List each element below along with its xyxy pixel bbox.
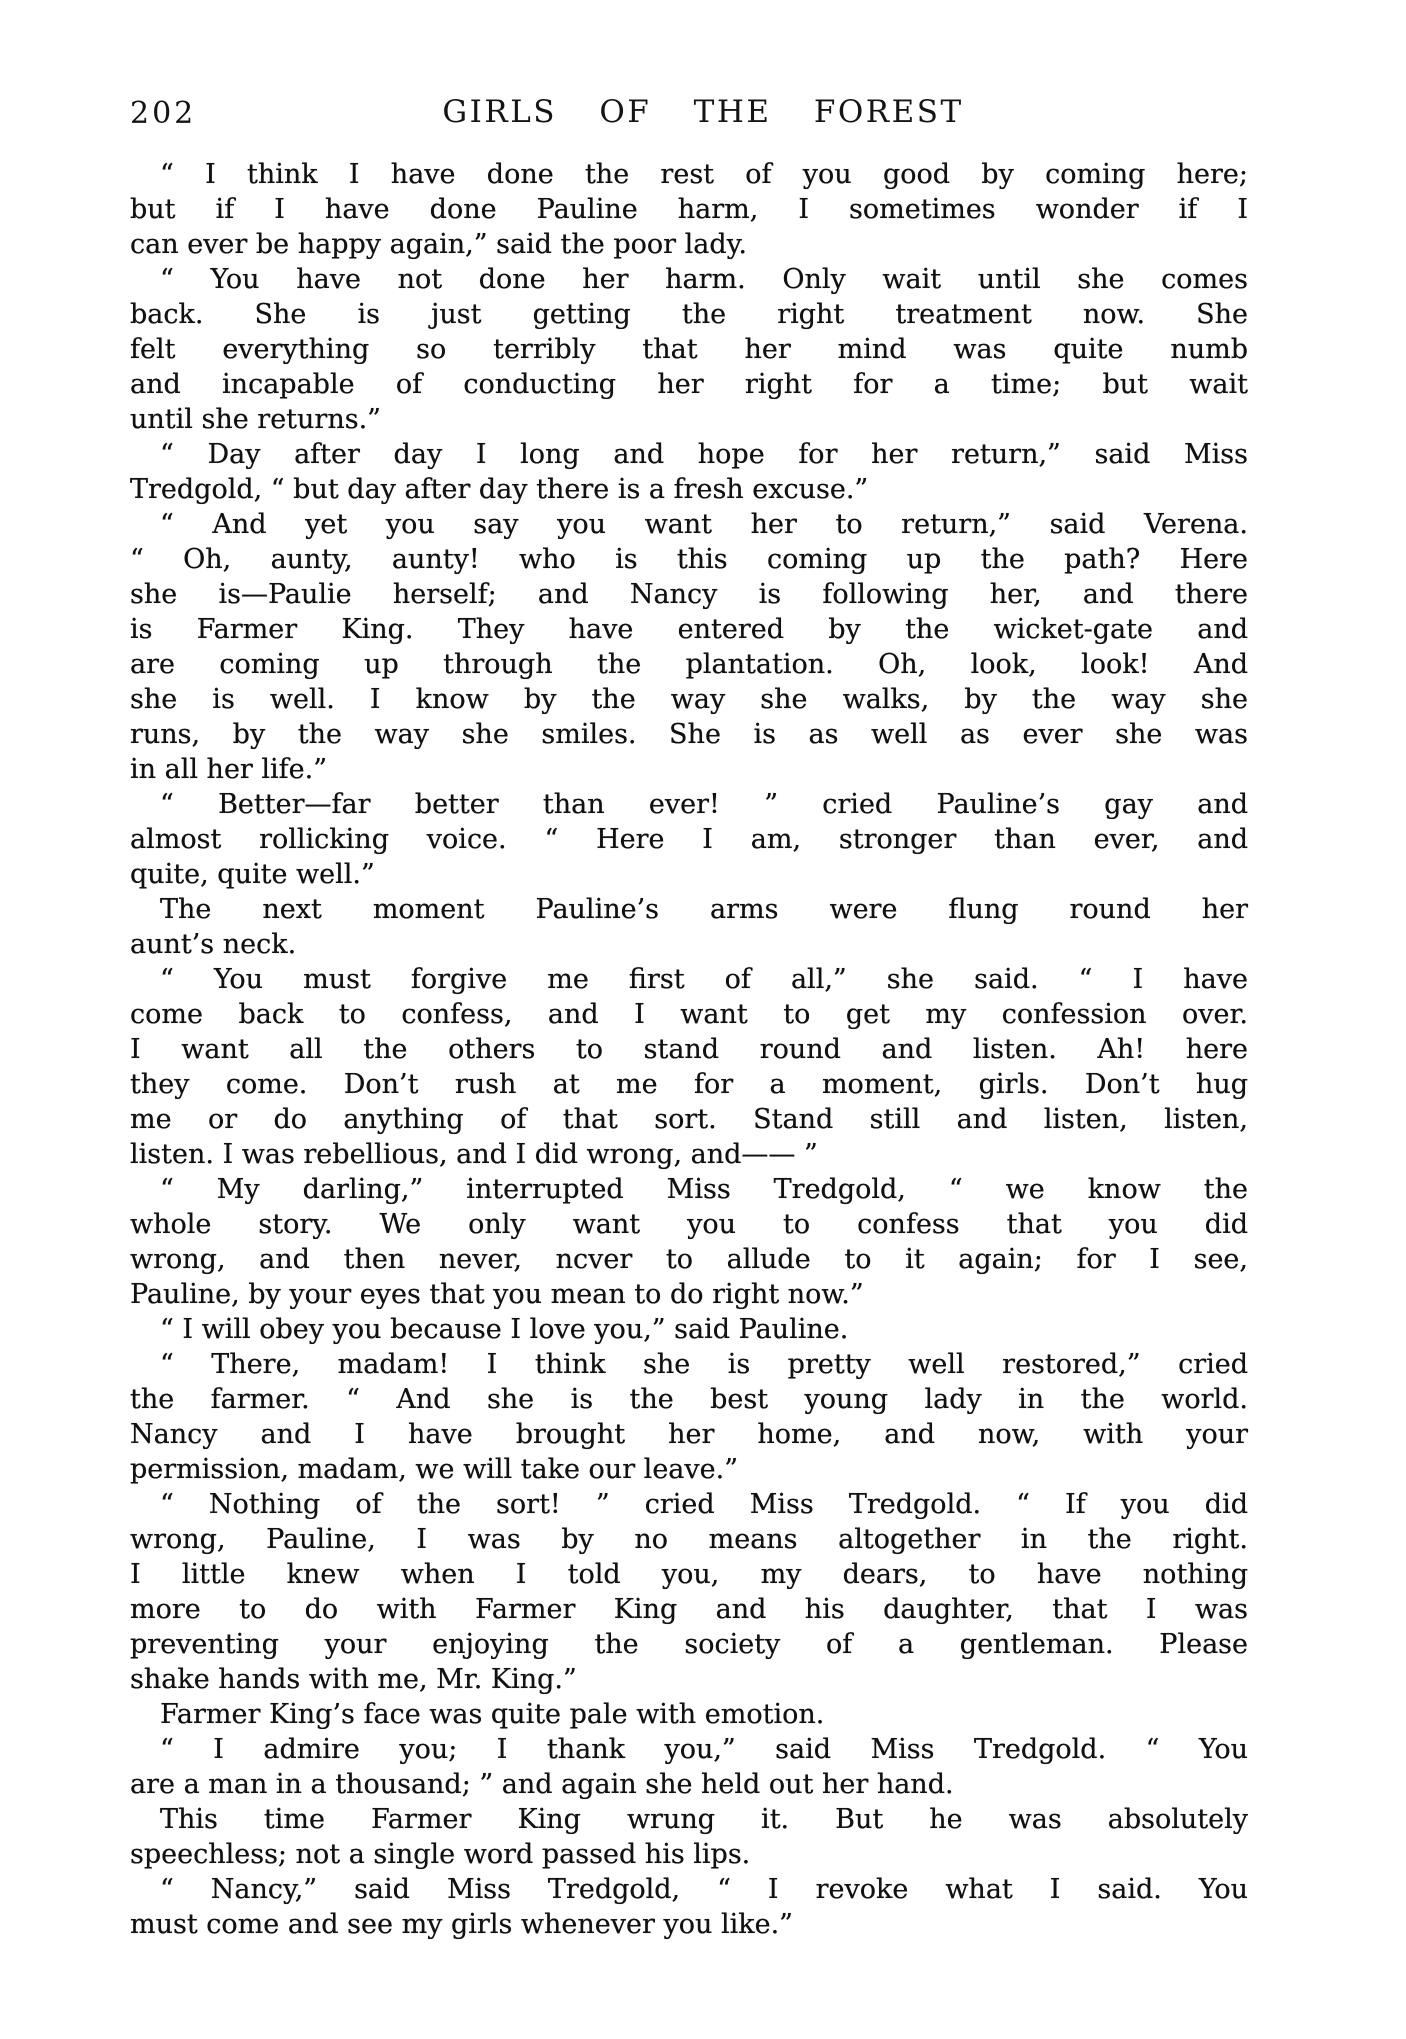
text-line: The next moment Pauline’s arms were flung round her [160, 894, 1248, 925]
text-line: is Farmer King. They have entered by the wicket-gate and [130, 614, 1248, 645]
text-line: “ I will obey you because I love you,” said Pauline. [160, 1314, 849, 1345]
text-line: they come. Don’t rush at me for a moment, girls. Don’t hug [130, 1069, 1248, 1100]
text-line: aunt’s neck. [130, 929, 297, 960]
text-line: quite, quite well.” [130, 859, 375, 890]
text-line: “ Nancy,” said Miss Tredgold, “ I revoke what I said. You [160, 1874, 1248, 1905]
text-line: “ My darling,” interrupted Miss Tredgold, “ we know the [160, 1174, 1248, 1205]
text-line: “ And yet you say you want her to return,” said Verena. [160, 509, 1248, 540]
text-line: back. She is just getting the right treatment now. She [130, 299, 1248, 330]
page-number: 202 [130, 96, 197, 131]
text-line: she is well. I know by the way she walks, by the way she [130, 684, 1248, 715]
text-line: “ You must forgive me first of all,” she said. “ I have [160, 964, 1248, 995]
text-line: “ I think I have done the rest of you good by coming here; [160, 159, 1248, 190]
text-line: come back to confess, and I want to get my confession over. [130, 999, 1248, 1030]
text-line: the farmer. “ And she is the best young lady in the world. [130, 1384, 1248, 1415]
text-line: can ever be happy again,” said the poor lady. [130, 229, 747, 260]
text-line: runs, by the way she smiles. She is as well as ever she was [130, 719, 1248, 750]
running-title: GIRLS OF THE FOREST [442, 94, 964, 130]
text-line: “ There, madam! I think she is pretty well restored,” cried [160, 1349, 1248, 1380]
text-line: more to do with Farmer King and his daughter, that I was [130, 1594, 1248, 1625]
page-header [0, 94, 1406, 136]
text-line: are a man in a thousand; ” and again she held out her hand. [130, 1769, 954, 1800]
text-line: are coming up through the plantation. Oh, look, look! And [130, 649, 1248, 680]
text-line: “ Day after day I long and hope for her return,” said Miss [160, 439, 1248, 470]
text-line: must come and see my girls whenever you like.” [130, 1909, 793, 1940]
text-line: I little knew when I told you, my dears, to have nothing [130, 1559, 1248, 1590]
text-line: whole story. We only want you to confess that you did [130, 1209, 1248, 1240]
text-line: listen. I was rebellious, and I did wrong, and—— ” [130, 1139, 818, 1170]
text-line: in all her life.” [130, 754, 328, 785]
text-line: “ Nothing of the sort! ” cried Miss Tredgold. “ If you did [160, 1489, 1248, 1520]
text-body [130, 157, 1248, 1942]
text-line: permission, madam, we will take our leave.” [130, 1454, 739, 1485]
text-line: until she returns.” [130, 404, 381, 435]
text-line: “ Better—far better than ever! ” cried Pauline’s gay and [160, 789, 1248, 820]
text-line: almost rollicking voice. “ Here I am, stronger than ever, and [130, 824, 1248, 855]
text-line: “ I admire you; I thank you,” said Miss Tredgold. “ You [160, 1734, 1248, 1765]
text-line: “ You have not done her harm. Only wait until she comes [160, 264, 1248, 295]
text-line: speechless; not a single word passed his lips. [130, 1839, 751, 1870]
text-line: This time Farmer King wrung it. But he was absolutely [160, 1804, 1248, 1835]
text-line: Nancy and I have brought her home, and now, with your [130, 1419, 1248, 1450]
text-line: Pauline, by your eyes that you mean to do right now.” [130, 1279, 864, 1310]
text-line: “ Oh, aunty, aunty! who is this coming up the path? Here [130, 544, 1248, 575]
text-line: wrong, and then never, ncver to allude to it again; for I see, [130, 1244, 1248, 1275]
text-line: wrong, Pauline, I was by no means altogether in the right. [130, 1524, 1248, 1555]
text-line: but if I have done Pauline harm, I sometimes wonder if I [130, 194, 1248, 225]
text-line: Tredgold, “ but day after day there is a fresh excuse.” [130, 474, 869, 505]
text-line: shake hands with me, Mr. King.” [130, 1664, 577, 1695]
text-line: I want all the others to stand round and listen. Ah! here [130, 1034, 1248, 1065]
text-line: she is—Paulie herself; and Nancy is following her, and there [130, 579, 1248, 610]
text-line: felt everything so terribly that her mind was quite numb [130, 334, 1248, 365]
text-line: Farmer King’s face was quite pale with emotion. [160, 1699, 825, 1730]
text-line: me or do anything of that sort. Stand still and listen, listen, [130, 1104, 1248, 1135]
text-line: preventing your enjoying the society of a gentleman. Please [130, 1629, 1248, 1660]
text-line: and incapable of conducting her right for a time; but wait [130, 369, 1248, 400]
